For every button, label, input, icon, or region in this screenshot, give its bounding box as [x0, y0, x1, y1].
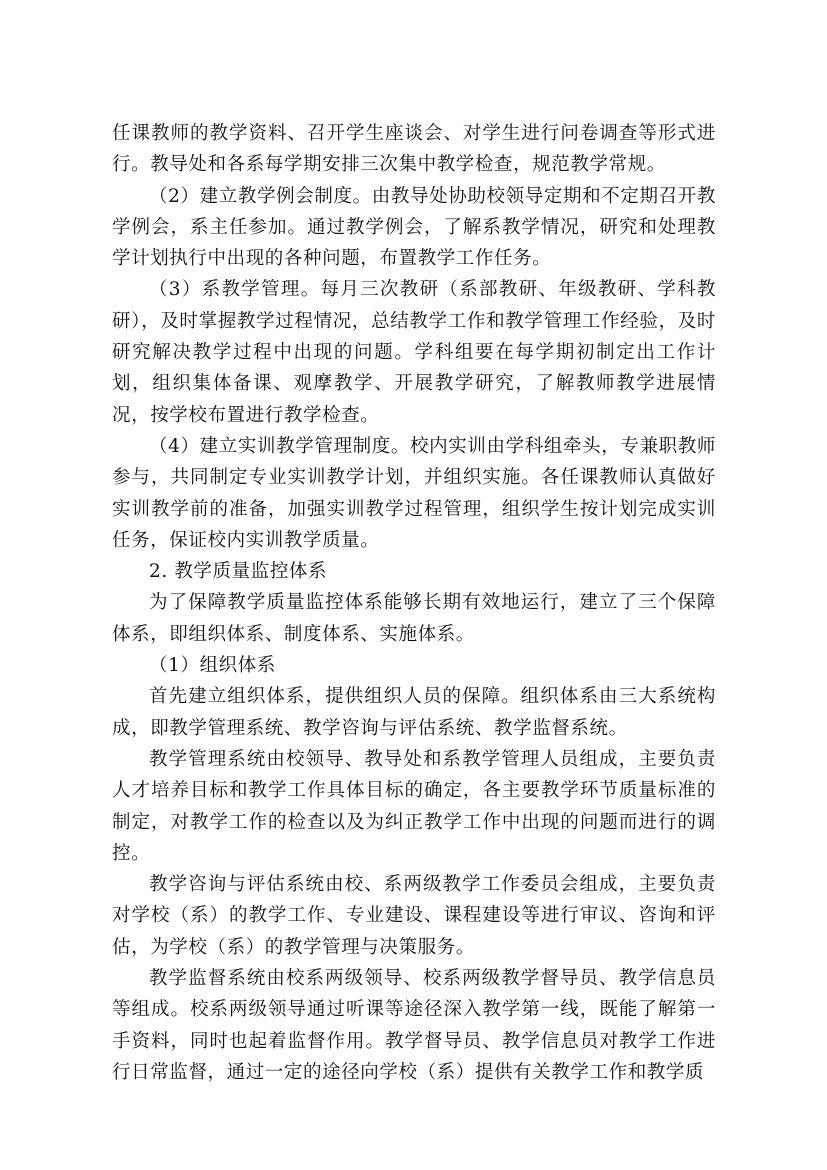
- section-heading-quality-monitoring: 2. 教学质量监控体系: [149, 561, 328, 583]
- paragraph-training-management: （4）建立实训教学管理制度。校内实训由学科组牵头，专兼职教师参与，共同制定专业实训教学计划，并组织实施。各任课教师认真做好实训教学前的准备，加强实训教学过程管理，组织学生按计划完成实训任务，保证校内实训教学质量。: [112, 435, 716, 551]
- paragraph-supervision-system: 教学监督系统由校系两级领导、校系两级教学督导员、教学信息员等组成。校系两级领导通过听课等途径深入教学第一线，既能了解第一手资料，同时也起着监督作用。教学督导员、教学信息员对教学工作进行日常监督，通过一定的途径向学校（系）提供有关教学工作和教学质: [112, 968, 716, 1083]
- paragraph-continuation: 任课教师的教学资料、召开学生座谈会、对学生进行问卷调查等形式进行。教导处和各系每学期安排三次集中教学检查，规范教学常规。: [112, 123, 716, 176]
- paragraph-organization-overview: 首先建立组织体系，提供组织人员的保障。组织体系由三大系统构成，即教学管理系统、教学咨询与评估系统、教学监督系统。: [112, 686, 716, 739]
- paragraph-management-system: 教学管理系统由校领导、教导处和系教学管理人员组成，主要负责人才培养目标和教学工作具体目标的确定，各主要教学环节质量标准的制定，对教学工作的检查以及为纠正教学工作中出现的问题而进行的调控。: [112, 748, 716, 864]
- paragraph-department-management: （3）系教学管理。每月三次教研（系部教研、年级教研、学科教研），及时掌握教学过程情况，总结教学工作和教学管理工作经验，及时研究解决教学过程中出现的问题。学科组要在每学期初制定出工作计划，组织集体备课、观摩教学、开展教学研究，了解教师教学进展情况，按学校布置进行教学检查。: [112, 279, 716, 426]
- paragraph-consulting-system: 教学咨询与评估系统由校、系两级教学工作委员会组成，主要负责对学校（系）的教学工作、专业建设、课程建设等进行审议、咨询和评估，为学校（系）的教学管理与决策服务。: [112, 874, 716, 958]
- paragraph-teaching-meeting: （2）建立教学例会制度。由教导处协助校领导定期和不定期召开教学例会，系主任参加。通过教学例会，了解系教学情况，研究和处理教学计划执行中出现的各种问题，布置教学工作任务。: [112, 185, 716, 270]
- paragraph-three-systems: 为了保障教学质量监控体系能够长期有效地运行，建立了三个保障体系，即组织体系、制度体系、实施体系。: [112, 592, 716, 645]
- subheading-organization-system: （1）组织体系: [149, 655, 276, 677]
- document-body: [112, 118, 716, 1088]
